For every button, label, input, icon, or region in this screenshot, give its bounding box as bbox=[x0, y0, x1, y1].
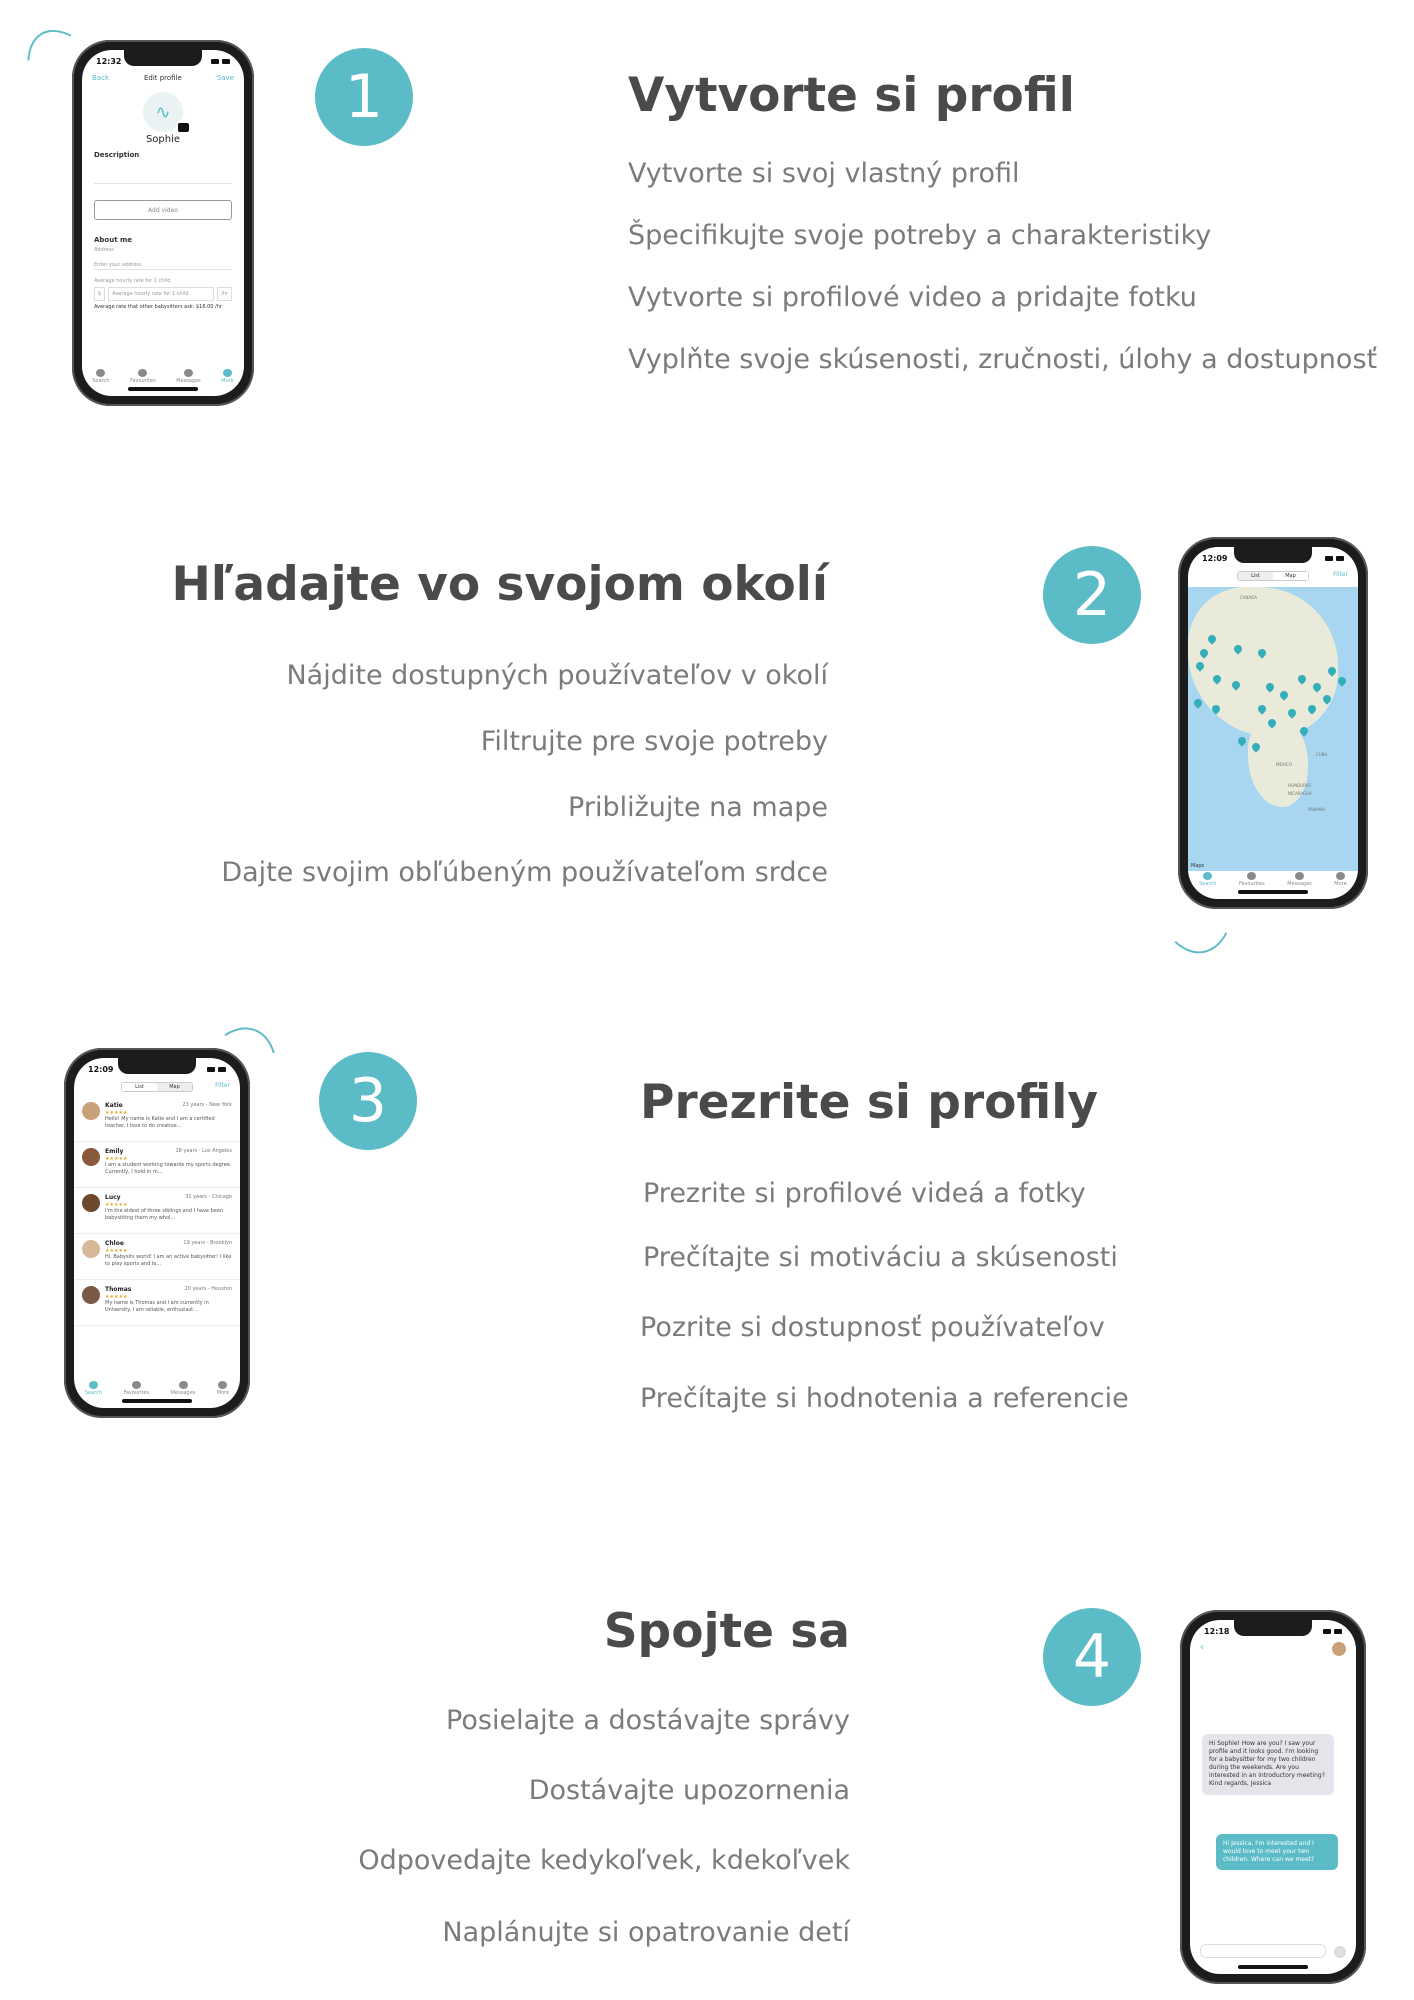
description-label: Description bbox=[94, 151, 140, 159]
profile-screen bbox=[82, 50, 244, 396]
sitter-name: Emily bbox=[105, 1148, 124, 1155]
rate-row bbox=[82, 285, 244, 303]
tab-favourites[interactable] bbox=[1239, 872, 1265, 887]
tab-bar bbox=[1188, 872, 1358, 887]
map-label: PANAMA bbox=[1308, 807, 1325, 812]
tab-label: More bbox=[221, 378, 234, 384]
incoming-message: Hi Sophie! How are you? I saw your profile and it looks good. I'm looking for a babysitter for my two children during the weekends. Are you interested in an introductory meeting? Kind regards, Jessica bbox=[1202, 1734, 1334, 1795]
more-icon bbox=[223, 369, 232, 377]
about-label: About me bbox=[94, 236, 133, 244]
filter-button[interactable]: Filter bbox=[1333, 571, 1348, 578]
status-time: 12:09 bbox=[88, 1064, 114, 1074]
phone-notch bbox=[118, 1058, 196, 1074]
chat-screen bbox=[1190, 1620, 1356, 1974]
list-item[interactable] bbox=[74, 1234, 240, 1280]
tab-more[interactable] bbox=[217, 1381, 229, 1396]
map-pin[interactable] bbox=[1336, 675, 1347, 686]
list-item[interactable] bbox=[74, 1142, 240, 1188]
chat-icon bbox=[179, 1381, 188, 1389]
tab-label: Messages bbox=[170, 1390, 196, 1396]
tab-favourites[interactable] bbox=[130, 369, 156, 384]
map-screen bbox=[1188, 547, 1358, 899]
star-rating-icon: ★★★★★ bbox=[105, 1109, 128, 1116]
avatar bbox=[82, 1102, 100, 1120]
tab-map[interactable]: Map bbox=[1273, 572, 1308, 580]
avatar bbox=[82, 1240, 100, 1258]
babysitter-list bbox=[74, 1096, 240, 1326]
section-title: Spojte sa bbox=[603, 1604, 850, 1659]
section-line: Vyplňte svoje skúsenosti, zručnosti, úlohy a dostupnosť bbox=[628, 344, 1378, 375]
chat-icon bbox=[1295, 872, 1304, 880]
list-screen bbox=[74, 1058, 240, 1408]
section-line: Približujte na mape bbox=[568, 792, 828, 823]
tab-bar bbox=[74, 1381, 240, 1396]
tab-search[interactable] bbox=[85, 1381, 102, 1396]
section-title: Vytvorte si profil bbox=[628, 68, 1075, 123]
tab-map[interactable]: Map bbox=[157, 1083, 192, 1091]
section-line: Naplánujte si opatrovanie detí bbox=[442, 1917, 850, 1948]
map-phone-mockup bbox=[1178, 537, 1368, 909]
list-map-toggle bbox=[121, 1082, 193, 1092]
signal-battery-icon bbox=[1325, 556, 1344, 561]
age-location: 19 years - Brooklyn bbox=[183, 1240, 232, 1246]
tab-list[interactable]: List bbox=[122, 1083, 157, 1091]
heart-icon bbox=[132, 1381, 141, 1389]
star-rating-icon: ★★★★★ bbox=[105, 1247, 128, 1254]
save-button[interactable]: Save bbox=[216, 74, 234, 82]
home-indicator bbox=[128, 387, 198, 391]
rate-note: Average rate that other babysitters ask: $16.00 /hr bbox=[94, 304, 222, 310]
list-item[interactable] bbox=[74, 1188, 240, 1234]
section-title: Hľadajte vo svojom okolí bbox=[171, 557, 828, 612]
divider bbox=[94, 183, 232, 184]
tab-more[interactable] bbox=[221, 369, 233, 384]
section-line: Dajte svojim obľúbeným používateľom srdce bbox=[221, 857, 828, 888]
age-location: 18 years - Los Angeles bbox=[175, 1148, 232, 1154]
chat-phone-mockup bbox=[1180, 1610, 1366, 1984]
filter-button[interactable]: Filter bbox=[215, 1082, 230, 1089]
home-indicator bbox=[1238, 890, 1308, 894]
tab-label: Search bbox=[92, 378, 110, 384]
nav-title: Edit profile bbox=[143, 74, 182, 82]
star-rating-icon: ★★★★★ bbox=[105, 1201, 128, 1208]
section-line: Dostávajte upozornenia bbox=[528, 1775, 850, 1806]
home-indicator bbox=[1238, 1965, 1308, 1969]
section-line: Nájdite dostupných používateľov v okolí bbox=[286, 660, 828, 691]
sitter-bio: Hi, Babysits world! I am an active babysitter! I like to play sports and le... bbox=[105, 1254, 232, 1267]
map-pin[interactable] bbox=[1236, 735, 1247, 746]
sitter-name: Lucy bbox=[105, 1194, 121, 1201]
map-label: CUBA bbox=[1316, 752, 1328, 757]
sitter-name: Thomas bbox=[105, 1286, 132, 1293]
send-icon[interactable] bbox=[1334, 1946, 1346, 1958]
star-rating-icon: ★★★★★ bbox=[105, 1293, 128, 1300]
signal-battery-icon bbox=[1323, 1629, 1342, 1634]
age-location: 23 years - New York bbox=[182, 1102, 232, 1108]
profile-phone-mockup bbox=[72, 40, 254, 406]
status-time: 12:32 bbox=[96, 56, 122, 66]
step-number: 3 bbox=[319, 1052, 417, 1150]
star-rating-icon: ★★★★★ bbox=[105, 1155, 128, 1162]
tab-search[interactable] bbox=[1199, 872, 1216, 887]
avatar bbox=[82, 1286, 100, 1304]
map-view[interactable] bbox=[1188, 587, 1358, 871]
phone-notch bbox=[124, 50, 202, 66]
map-label: HONDURAS bbox=[1288, 783, 1312, 788]
phone-notch bbox=[1234, 1620, 1312, 1636]
map-label: MEXICO bbox=[1276, 762, 1292, 767]
tab-messages[interactable] bbox=[1287, 872, 1312, 887]
section-line: Posielajte a dostávajte správy bbox=[446, 1705, 850, 1736]
rate-label: Average hourly rate for 1 child bbox=[94, 278, 171, 284]
per-hour-label: /hr bbox=[217, 287, 232, 301]
section-line: Vytvorte si svoj vlastný profil bbox=[628, 158, 1020, 189]
section-line: Prečítajte si hodnotenia a referencie bbox=[640, 1383, 1129, 1414]
phone-notch bbox=[1234, 547, 1312, 563]
address-input[interactable]: Enter your address bbox=[94, 262, 142, 268]
chat-icon bbox=[184, 369, 193, 377]
camera-icon[interactable] bbox=[178, 123, 189, 132]
avatar bbox=[82, 1194, 100, 1212]
sitter-name: Katie bbox=[105, 1102, 123, 1109]
back-chevron-icon[interactable]: ‹ bbox=[1200, 1642, 1204, 1653]
list-item[interactable] bbox=[74, 1280, 240, 1326]
avatar[interactable]: ∿ bbox=[143, 92, 183, 132]
address-label: Address bbox=[94, 247, 114, 253]
section-title: Prezrite si profily bbox=[640, 1075, 1098, 1130]
home-indicator bbox=[122, 1399, 192, 1403]
tab-favourites[interactable] bbox=[123, 1381, 149, 1396]
heart-icon bbox=[1247, 872, 1256, 880]
tab-messages[interactable] bbox=[176, 369, 201, 384]
tab-label: Messages bbox=[1287, 881, 1312, 887]
edit-profile-nav bbox=[82, 72, 244, 88]
profile-name: Sophie bbox=[145, 134, 181, 145]
section-line: Odpovedajte kedykoľvek, kdekoľvek bbox=[358, 1845, 850, 1876]
map-toolbar bbox=[1188, 571, 1358, 581]
list-item[interactable] bbox=[74, 1096, 240, 1142]
tab-search[interactable] bbox=[92, 369, 109, 384]
step-number: 1 bbox=[315, 48, 413, 146]
signal-battery-icon bbox=[211, 59, 230, 64]
tab-more[interactable] bbox=[1334, 872, 1346, 887]
message-input[interactable] bbox=[1200, 1944, 1326, 1958]
status-time: 12:09 bbox=[1202, 553, 1228, 563]
tab-messages[interactable] bbox=[171, 1381, 196, 1396]
sitter-bio: I am a student working towards my sports degree. Currently, I hold in m... bbox=[105, 1162, 232, 1175]
list-map-toggle bbox=[1237, 571, 1309, 581]
tab-label: Search bbox=[1199, 881, 1217, 887]
step-number: 2 bbox=[1043, 546, 1141, 644]
section-line: Prezrite si profilové videá a fotky bbox=[643, 1178, 1086, 1209]
age-location: 31 years - Chicago bbox=[185, 1194, 232, 1200]
tab-label: Favourites bbox=[129, 378, 156, 384]
section-line: Filtrujte pre svoje potreby bbox=[480, 726, 828, 757]
tab-label: Favourites bbox=[123, 1390, 150, 1396]
back-button[interactable]: Back bbox=[92, 74, 109, 82]
heart-icon bbox=[138, 369, 147, 377]
sitter-bio: I'm the eldest of three siblings and I have been babysitting them my whol... bbox=[105, 1208, 224, 1221]
search-icon bbox=[1203, 872, 1212, 880]
tab-label: Favourites bbox=[1238, 881, 1265, 887]
list-phone-mockup bbox=[64, 1048, 250, 1418]
avatar[interactable] bbox=[1332, 1642, 1346, 1656]
map-label: NICARAGUA bbox=[1288, 791, 1312, 796]
age-location: 20 years - Houston bbox=[184, 1286, 232, 1292]
tab-list[interactable]: List bbox=[1238, 572, 1273, 580]
search-icon bbox=[89, 1381, 98, 1389]
tab-label: More bbox=[216, 1390, 230, 1396]
section-line: Pozrite si dostupnosť používateľov bbox=[640, 1312, 1105, 1343]
tab-bar bbox=[82, 369, 244, 384]
section-line: Vytvorte si profilové video a pridajte fotku bbox=[628, 282, 1197, 313]
more-icon bbox=[218, 1381, 227, 1389]
status-time: 12:18 bbox=[1204, 1626, 1230, 1636]
tab-label: Search bbox=[84, 1390, 102, 1396]
list-toolbar bbox=[74, 1082, 240, 1092]
map-land bbox=[1188, 587, 1338, 737]
currency-label: $ bbox=[94, 287, 105, 301]
more-icon bbox=[1336, 872, 1345, 880]
chat-header bbox=[1190, 1642, 1356, 1656]
add-video-button[interactable]: Add video bbox=[94, 200, 232, 220]
map-label: CANADA bbox=[1240, 595, 1258, 600]
rate-input[interactable]: Average hourly rate for 1 child bbox=[108, 287, 214, 301]
sitter-name: Chloe bbox=[105, 1240, 124, 1247]
search-icon bbox=[96, 369, 105, 377]
maps-attribution: Maps bbox=[1191, 863, 1205, 869]
section-line: Špecifikujte svoje potreby a charakteristiky bbox=[628, 220, 1212, 251]
avatar bbox=[82, 1148, 100, 1166]
signal-battery-icon bbox=[207, 1067, 226, 1072]
tab-label: More bbox=[1334, 881, 1347, 887]
sitter-bio: Hello! My name is Katie and I am a certified teacher. I love to do creative... bbox=[105, 1116, 215, 1129]
section-line: Prečítajte si motiváciu a skúsenosti bbox=[643, 1242, 1118, 1273]
outgoing-message: Hi Jessica, I'm interested and I would love to meet your two children. Where can we meet? bbox=[1216, 1834, 1338, 1870]
tab-label: Messages bbox=[176, 378, 201, 384]
sitter-bio: My name is Thomas and I am currently in University. I am reliable, enthusiast... bbox=[105, 1300, 209, 1313]
step-number: 4 bbox=[1043, 1608, 1141, 1706]
